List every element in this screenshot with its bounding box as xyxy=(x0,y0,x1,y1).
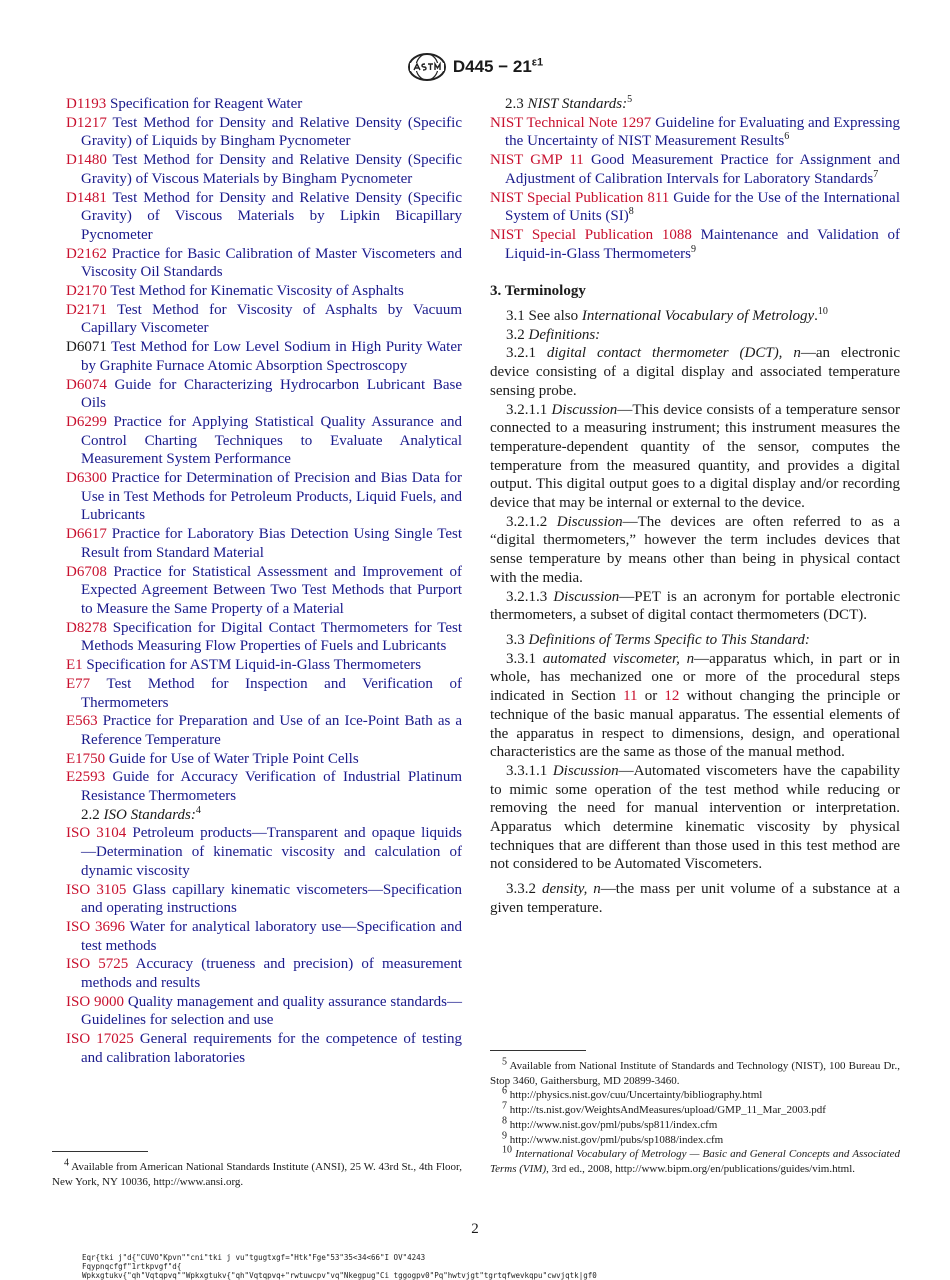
footnote-text: http://www.nist.gov/pml/pubs/sp1088/index.cfm xyxy=(509,1133,724,1146)
footnote xyxy=(490,1085,900,1103)
astm-ref-item xyxy=(66,675,462,712)
nist-ref-title-link[interactable]: Guideline for Evaluating and Expressing the Uncertainty of NIST Measurement Results xyxy=(505,114,901,150)
astm-ref-title-link[interactable]: Test Method for Inspection and Verification of Thermometers xyxy=(81,675,462,711)
astm-ref-title-link[interactable]: Practice for Applying Statistical Quality Assurance and Control Charting Techniques to Evaluate Analytical Measurement System Performance xyxy=(81,413,463,468)
footnote-text: Available from American National Standards Institute (ANSI), 25 W. 43rd St., 4th Floor, New York, NY 10036, http://www.ansi.org. xyxy=(52,1161,462,1188)
astm-ref-item xyxy=(66,525,462,562)
document-code xyxy=(453,57,543,76)
footnote xyxy=(490,1115,900,1133)
astm-ref-title-link[interactable]: Test Method for Low Level Sodium in High Purity Water by Graphite Furnace Atomic Absorption Spectroscopy xyxy=(81,339,462,374)
para-3-2-num: 3.2 xyxy=(506,326,525,343)
para-3-2-1-2-num: 3.2.1.2 xyxy=(506,513,548,530)
para-3-2-1-term: digital contact thermometer (DCT), n xyxy=(546,345,801,362)
para-3-3-2-text: —the mass per unit volume of a substance at a given temperature. xyxy=(490,881,900,916)
nist-heading-num: 2.3 xyxy=(505,96,524,112)
astm-ref-code-link[interactable]: E2593 xyxy=(66,769,106,786)
footnote-list-right xyxy=(490,1056,900,1147)
left-footnotes xyxy=(52,1151,462,1189)
astm-ref-code-link[interactable]: D6708 xyxy=(66,563,107,580)
astm-ref-item xyxy=(66,469,462,525)
iso-heading-sup: 4 xyxy=(195,804,201,816)
page-header xyxy=(0,52,950,82)
astm-ref-title-link[interactable]: Specification for Digital Contact Thermometers for Test Methods Measuring Flow Properties of Fuels and Lubricants xyxy=(81,619,462,655)
para-3-2-italic: Definitions: xyxy=(528,326,601,343)
astm-ref-code-link[interactable]: D2171 xyxy=(66,301,107,318)
nist-ref-title-link[interactable]: Maintenance and Validation of Liquid-in-Glass Thermometers xyxy=(505,226,901,262)
footnote-num: 6 xyxy=(502,1085,507,1097)
para-3-2-1-num: 3.2.1 xyxy=(506,345,536,362)
iso-ref-code-link[interactable]: ISO 17025 xyxy=(66,1031,134,1048)
nist-heading xyxy=(490,95,900,114)
footnote-10-text: , 3rd ed., 2008, http://www.bipm.org/en/publications/guides/vim.html. xyxy=(546,1162,856,1175)
para-3-3-1-1-text: —Automated viscometers have the capability to mimic some operation of the test method while reducing or removing the need for manual intervention or interpretation. Apparatus which determine kinematic viscosity by physical techniques that are different than those used in this test method are not considered to be Automated Viscometers. xyxy=(490,762,900,873)
footnote-num: 5 xyxy=(502,1056,507,1068)
nist-ref-title-link[interactable]: Good Measurement Practice for Assignment and Adjustment of Calibration Intervals for Laboratory Standards xyxy=(505,152,901,187)
astm-ref-code-link[interactable]: D6071 xyxy=(66,339,107,356)
footnote xyxy=(490,1056,900,1088)
para-3-2-1-1-num: 3.2.1.1 xyxy=(506,401,548,418)
iso-ref-title-link[interactable]: Water for analytical laboratory use—Specification and test methods xyxy=(81,918,462,954)
right-footnotes xyxy=(490,1050,900,1177)
astm-ref-title-link[interactable]: Specification for ASTM Liquid-in-Glass Thermometers xyxy=(86,657,422,674)
para-3-2-1-3-num: 3.2.1.3 xyxy=(506,588,548,605)
nist-ref-code-link[interactable]: NIST GMP 11 xyxy=(490,152,584,169)
footnote-10-italic: International Vocabulary of Metrology — Basic and General Concepts and Associated Terms (VIM) xyxy=(490,1148,900,1175)
footnote-list-left xyxy=(52,1157,462,1189)
para-3-1-text: 3.1 See also xyxy=(506,308,579,325)
astm-ref-title-link[interactable]: Guide for Use of Water Triple Point Cells xyxy=(108,750,359,767)
iso-ref-title-link[interactable]: General requirements for the competence of testing and calibration laboratories xyxy=(81,1031,462,1066)
para-3-2-1-2 xyxy=(490,513,900,588)
para-3-2-1-2-label: Discussion xyxy=(556,513,623,530)
iso-ref-title-link[interactable]: Quality management and quality assurance standards—Guidelines for selection and use xyxy=(81,993,463,1029)
astm-ref-code-link[interactable]: D6074 xyxy=(66,376,107,393)
astm-ref-title-link[interactable]: Practice for Basic Calibration of Master Viscometers and Viscosity Oil Standards xyxy=(81,245,463,281)
astm-ref-title-link[interactable]: Practice for Determination of Precision and Bias Data for Use in Test Methods for Petroleum Products, Liquid Fuels, and Lubricants xyxy=(81,470,463,524)
footer-line-3: Wpkxgtukv{"qh"Vqtqpvq""Wpkxgtukv{"qh"Vqtqpvq+"rwtuwcpv"vq"Nkegpug"Ci tggogpv0"Pq"hwtvjgt"tgrtqfwevkqpu"cwvjqtk|gf0 xyxy=(82,1271,597,1280)
astm-ref-code-link[interactable]: D1481 xyxy=(66,189,107,206)
section-heading-terminology: 3. Terminology xyxy=(490,283,586,300)
astm-ref-title-link[interactable]: Test Method for Density and Relative Density (Specific Gravity) of Viscous Materials by Bingham Pycnometer xyxy=(81,152,462,187)
para-3-3-1-1-label: Discussion xyxy=(552,762,619,779)
nist-ref-footnote-marker: 8 xyxy=(628,206,634,218)
para-3-2-1-3-label: Discussion xyxy=(553,588,620,605)
astm-ref-item xyxy=(66,656,462,675)
astm-ref-title-link[interactable]: Test Method for Viscosity of Asphalts by Vacuum Capillary Viscometer xyxy=(81,301,462,337)
para-3-3-2-term: density, n xyxy=(541,881,601,898)
astm-ref-title-link[interactable]: Specification for Reagent Water xyxy=(110,96,303,112)
right-column xyxy=(490,95,900,918)
astm-ref-item xyxy=(66,189,462,245)
section-11-link[interactable]: 11 xyxy=(623,688,638,705)
footnote-num: 4 xyxy=(64,1157,69,1169)
astm-ref-item xyxy=(66,750,462,769)
footnote-num: 8 xyxy=(502,1115,507,1127)
para-3-3-2 xyxy=(490,880,900,917)
para-3-2-1-1-text: —This device consists of a temperature sensor connected to a measuring instrument; this instrument measures the temperature-dependent quantity of the sensor, computes the temperature from the measured quantity, and provides a digital output. This digital output goes to a digital display and/or recording device that may be internal or external to the device. xyxy=(490,401,901,512)
astm-ref-title-link[interactable]: Test Method for Density and Relative Density (Specific Gravity) of Viscous Materials by Lipkin Bicapillary Pycnometer xyxy=(81,189,462,243)
astm-ref-item xyxy=(66,338,462,375)
para-3-1-end: . xyxy=(814,308,818,325)
astm-ref-item xyxy=(66,619,462,656)
para-3-2-1-3-text: —PET is an acronym for portable electronic thermometers, a subset of digital contact thermometers (DCT). xyxy=(490,588,900,624)
footnote xyxy=(490,1129,900,1148)
nist-ref-code-link[interactable]: NIST Special Publication 1088 xyxy=(490,226,692,243)
para-3-2-1-text: —an electronic device consisting of a digital display and associated temperature sensing probe. xyxy=(490,345,900,399)
para-3-1-italic: International Vocabulary of Metrology xyxy=(581,308,815,325)
astm-ref-item xyxy=(66,282,462,301)
astm-ref-item xyxy=(66,413,462,469)
para-3-3 xyxy=(490,631,900,650)
para-3-3-1-text-b: without changing the principle or technique of the basic manual apparatus. The essential elements of the apparatus in respect to dimensions, design, and operational characteristics are the same as those of the manual method. xyxy=(490,688,901,761)
astm-ref-code-link[interactable]: E563 xyxy=(66,713,98,730)
astm-ref-title-link[interactable]: Test Method for Kinematic Viscosity of Asphalts xyxy=(110,283,404,300)
astm-ref-item xyxy=(66,712,462,749)
nist-ref-item xyxy=(490,151,900,188)
nist-ref-item xyxy=(490,189,900,226)
footnote xyxy=(52,1157,462,1189)
astm-ref-item xyxy=(66,301,462,338)
para-3-3-num: 3.3 xyxy=(506,631,525,648)
footnote xyxy=(490,1100,900,1118)
iso-ref-title-link[interactable]: Petroleum products—Transparent and opaque liquids—Determination of kinematic viscosity and calculation of dynamic viscosity xyxy=(81,825,463,879)
para-3-1 xyxy=(490,307,900,326)
astm-ref-item xyxy=(66,376,462,413)
iso-heading-num: 2.2 xyxy=(81,806,100,823)
footer-line-2: Fqypnqcfgf"1rtkpvgf"d{ xyxy=(82,1262,182,1271)
iso-ref-code-link[interactable]: ISO 3105 xyxy=(66,881,127,898)
para-3-3-1-text-a: —apparatus which, in part or in whole, has mechanized one or more of the procedural steps indicated in Section xyxy=(490,650,901,705)
astm-logo-icon xyxy=(407,52,447,82)
astm-ref-item xyxy=(66,95,462,114)
footer-line-1: Eqr{tki j"d{"CUVO"Kpvn""cni"tki j vu"tgugtxgf="Htk"Fge"53"35<34<66"I OV"4243 xyxy=(82,1253,426,1262)
section-12-link[interactable]: 12 xyxy=(664,688,680,705)
iso-ref-item xyxy=(66,881,462,918)
iso-ref-code-link[interactable]: ISO 3104 xyxy=(66,825,127,842)
astm-ref-code-link[interactable]: D6299 xyxy=(66,413,107,430)
editorial-epsilon: ε1 xyxy=(531,56,544,69)
astm-ref-title-link[interactable]: Guide for Characterizing Hydrocarbon Lubricant Base Oils xyxy=(81,376,462,412)
iso-ref-code-link[interactable]: ISO 3696 xyxy=(66,918,125,935)
para-3-3-1-or: or xyxy=(644,688,658,705)
iso-reference-list xyxy=(66,824,462,1067)
nist-ref-title-link[interactable]: Guide for the Use of the International System of Units (SI) xyxy=(505,189,901,225)
nist-ref-footnote-marker: 9 xyxy=(690,243,696,255)
astm-ref-item xyxy=(66,768,462,805)
iso-ref-code-link[interactable]: ISO 9000 xyxy=(66,993,125,1010)
astm-ref-code-link[interactable]: D8278 xyxy=(66,619,107,636)
astm-reference-list xyxy=(66,95,462,806)
iso-ref-item xyxy=(66,824,462,880)
page-number: 2 xyxy=(471,1221,479,1237)
astm-ref-item xyxy=(66,114,462,151)
iso-ref-title-link[interactable]: Glass capillary kinematic viscometers—Specification and operating instructions xyxy=(81,881,462,917)
para-3-3-2-num: 3.3.2 xyxy=(506,881,536,898)
iso-ref-code-link[interactable]: ISO 5725 xyxy=(66,956,129,973)
para-3-3-1 xyxy=(490,650,900,762)
para-3-2-1-2-text: —The devices are often referred to as a “digital thermometers,” however the term includes devices that sense temperature by means other than being in physical contact with the media. xyxy=(490,513,901,586)
astm-ref-item xyxy=(66,563,462,619)
para-3-2-1-3 xyxy=(490,588,900,625)
para-3-2-1-1-label: Discussion xyxy=(551,401,618,418)
para-3-3-1-num: 3.3.1 xyxy=(506,650,536,667)
nist-ref-code-link[interactable]: NIST Special Publication 811 xyxy=(490,189,670,206)
astm-ref-title-link[interactable]: Practice for Statistical Assessment and Improvement of Expected Agreement Between Two Test Methods that Purport to Measure the Same Property of a Material xyxy=(81,563,463,617)
astm-ref-code-link[interactable]: E1750 xyxy=(66,750,106,767)
astm-ref-code-link[interactable]: D2170 xyxy=(66,283,107,300)
astm-ref-code-link[interactable]: E1 xyxy=(66,657,83,674)
astm-ref-code-link[interactable]: D1217 xyxy=(66,114,107,131)
nist-ref-footnote-marker: 6 xyxy=(784,131,790,143)
astm-ref-title-link[interactable]: Practice for Laboratory Bias Detection Using Single Test Result from Standard Material xyxy=(81,526,462,561)
para-3-2-1 xyxy=(490,344,900,400)
iso-ref-item xyxy=(66,993,462,1030)
para-3-2-1-1 xyxy=(490,401,900,513)
nist-ref-footnote-marker: 7 xyxy=(873,168,879,180)
iso-ref-item xyxy=(66,1030,462,1067)
astm-ref-code-link[interactable]: D2162 xyxy=(66,245,107,262)
footnote-num: 7 xyxy=(502,1100,507,1112)
para-3-1-sup: 10 xyxy=(817,306,828,318)
footnote-text: http://ts.nist.gov/WeightsAndMeasures/upload/GMP_11_Mar_2003.pdf xyxy=(509,1104,826,1117)
astm-ref-code-link[interactable]: D1193 xyxy=(66,96,107,112)
nist-heading-label: NIST Standards: xyxy=(527,96,628,112)
standard-designation: D445 − 21 xyxy=(452,57,532,77)
footnote-num: 9 xyxy=(502,1129,507,1141)
astm-ref-title-link[interactable]: Test Method for Density and Relative Density (Specific Gravity) of Liquids by Bingham Pycnometer xyxy=(81,114,462,150)
left-column xyxy=(66,95,462,1068)
astm-ref-code-link[interactable]: D1480 xyxy=(66,152,107,169)
nist-heading-sup: 5 xyxy=(627,94,633,105)
iso-ref-item xyxy=(66,918,462,955)
astm-ref-title-link[interactable]: Practice for Preparation and Use of an Ice-Point Bath as a Reference Temperature xyxy=(81,713,462,748)
para-3-3-italic: Definitions of Terms Specific to This Standard: xyxy=(528,631,810,648)
iso-heading xyxy=(66,806,462,825)
para-3-3-1-term: automated viscometer, n xyxy=(542,650,695,667)
astm-ref-code-link[interactable]: D6300 xyxy=(66,470,107,487)
nist-ref-item xyxy=(490,226,900,263)
para-3-3-1-1-num: 3.3.1.1 xyxy=(506,762,548,779)
footnote-text: http://www.nist.gov/pml/pubs/sp811/index.cfm xyxy=(509,1118,718,1131)
license-footer xyxy=(82,1253,597,1280)
nist-reference-list xyxy=(490,114,900,264)
nist-ref-code-link[interactable]: NIST Technical Note 1297 xyxy=(490,114,652,131)
para-3-3-1-1 xyxy=(490,762,900,874)
astm-ref-title-link[interactable]: Guide for Accuracy Verification of Industrial Platinum Resistance Thermometers xyxy=(81,769,463,805)
footnote-text: Available from National Institute of Standards and Technology (NIST), 100 Bureau Dr., Stop 3460, Gaithersburg, MD 20899-3460. xyxy=(490,1060,900,1087)
astm-ref-item xyxy=(66,151,462,188)
nist-ref-item xyxy=(490,114,900,151)
astm-ref-code-link[interactable]: E77 xyxy=(66,675,91,692)
iso-ref-item xyxy=(66,955,462,992)
para-3-2 xyxy=(490,326,900,345)
footnote-10-num: 10 xyxy=(502,1144,512,1156)
astm-ref-code-link[interactable]: D6617 xyxy=(66,526,107,543)
iso-heading-label: ISO Standards: xyxy=(103,806,196,823)
astm-ref-item xyxy=(66,245,462,282)
iso-ref-title-link[interactable]: Accuracy (trueness and precision) of measurement methods and results xyxy=(81,956,462,992)
footnote-10 xyxy=(490,1144,900,1176)
footnote-text: http://physics.nist.gov/cuu/Uncertainty/bibliography.html xyxy=(509,1089,763,1102)
